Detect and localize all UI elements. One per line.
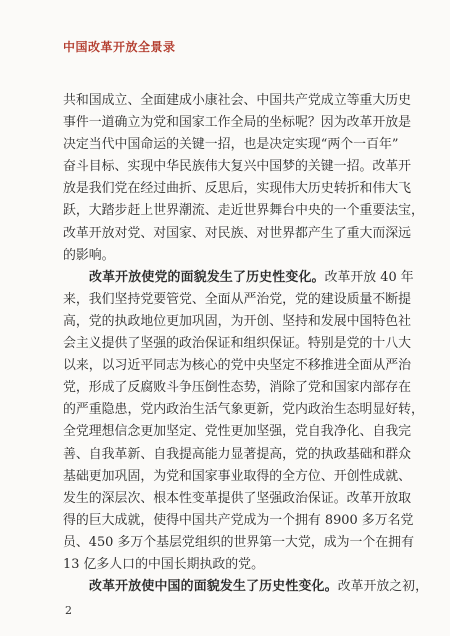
paragraph-lead: 改革开放使中国的面貌发生了历史性变化。 [89, 579, 338, 595]
paragraph-text: 改革开放 40 年 [324, 269, 414, 285]
text-line: 党，形成了反腐败斗争压倒性态势，消除了党和国家内部存在 [63, 380, 412, 396]
text-line: 基础更加巩固，为党和国家事业取得的全方位、开创性成就、 [63, 468, 412, 484]
text-line: 奋斗目标、实现中华民族伟大复兴中国梦的关键一招。改革开 [63, 159, 412, 175]
paragraph-text: 改革开放之初， [337, 579, 428, 595]
paragraph-first-line [63, 267, 414, 289]
text-line: 来，我们坚持党要管党、全面从严治党，党的建设质量不断提 [63, 291, 412, 307]
body-text [63, 90, 428, 598]
text-line: 以来，以习近平同志为核心的党中央坚定不移推进全面从严治 [63, 358, 412, 374]
text-line: 共和国成立、全面建成小康社会、中国共产党成立等重大历史 [63, 93, 412, 108]
text-line: 改革开放对党、对国家、对民族、对世界都产生了重大而深远 [63, 225, 412, 241]
text-line: 事件一道确立为党和国家工作全局的坐标呢？因为改革开放是 [63, 115, 412, 131]
text-line: 会主义提供了坚强的政治保证和组织保证。特别是党的十八大 [63, 336, 412, 352]
running-header: 中国改革开放全景录 [63, 40, 176, 54]
text-line: 善、自我革新、自我提高能力显著提高，党的执政基础和群众 [63, 446, 412, 462]
text-line: 全党理想信念更加坚定、党性更加坚强，党自我净化、自我完 [63, 424, 412, 440]
text-line: 放是我们党在经过曲折、反思后，实现伟大历史转折和伟大飞 [63, 181, 412, 197]
page-number: 2 [65, 604, 72, 617]
text-line: 发生的深层次、根本性变革提供了坚强政治保证。改革开放取 [63, 490, 412, 506]
text-line: 的严重隐患，党内政治生活气象更新，党内政治生态明显好转， [63, 402, 424, 418]
paragraph-first-line [63, 576, 428, 598]
text-line: 13 亿多人口的中国长期执政的党。 [63, 556, 264, 572]
text-line: 跃，大踏步赶上世界潮流、走近世界舞台中央的一个重要法宝， [63, 203, 424, 219]
text-line: 得的巨大成就，使得中国共产党成为一个拥有 8900 多万名党 [63, 512, 414, 528]
text-line: 高，党的执政地位更加巩固，为开创、坚持和发展中国特色社 [63, 313, 412, 329]
text-line: 的影响。 [63, 247, 115, 263]
text-line: 决定当代中国命运的关键一招，也是决定实现“两个一百年” [63, 137, 399, 153]
paragraph-lead: 改革开放使党的面貌发生了历史性变化。 [89, 269, 325, 285]
text-line: 员、450 多万个基层党组织的世界第一大党，成为一个在拥有 [63, 534, 414, 550]
